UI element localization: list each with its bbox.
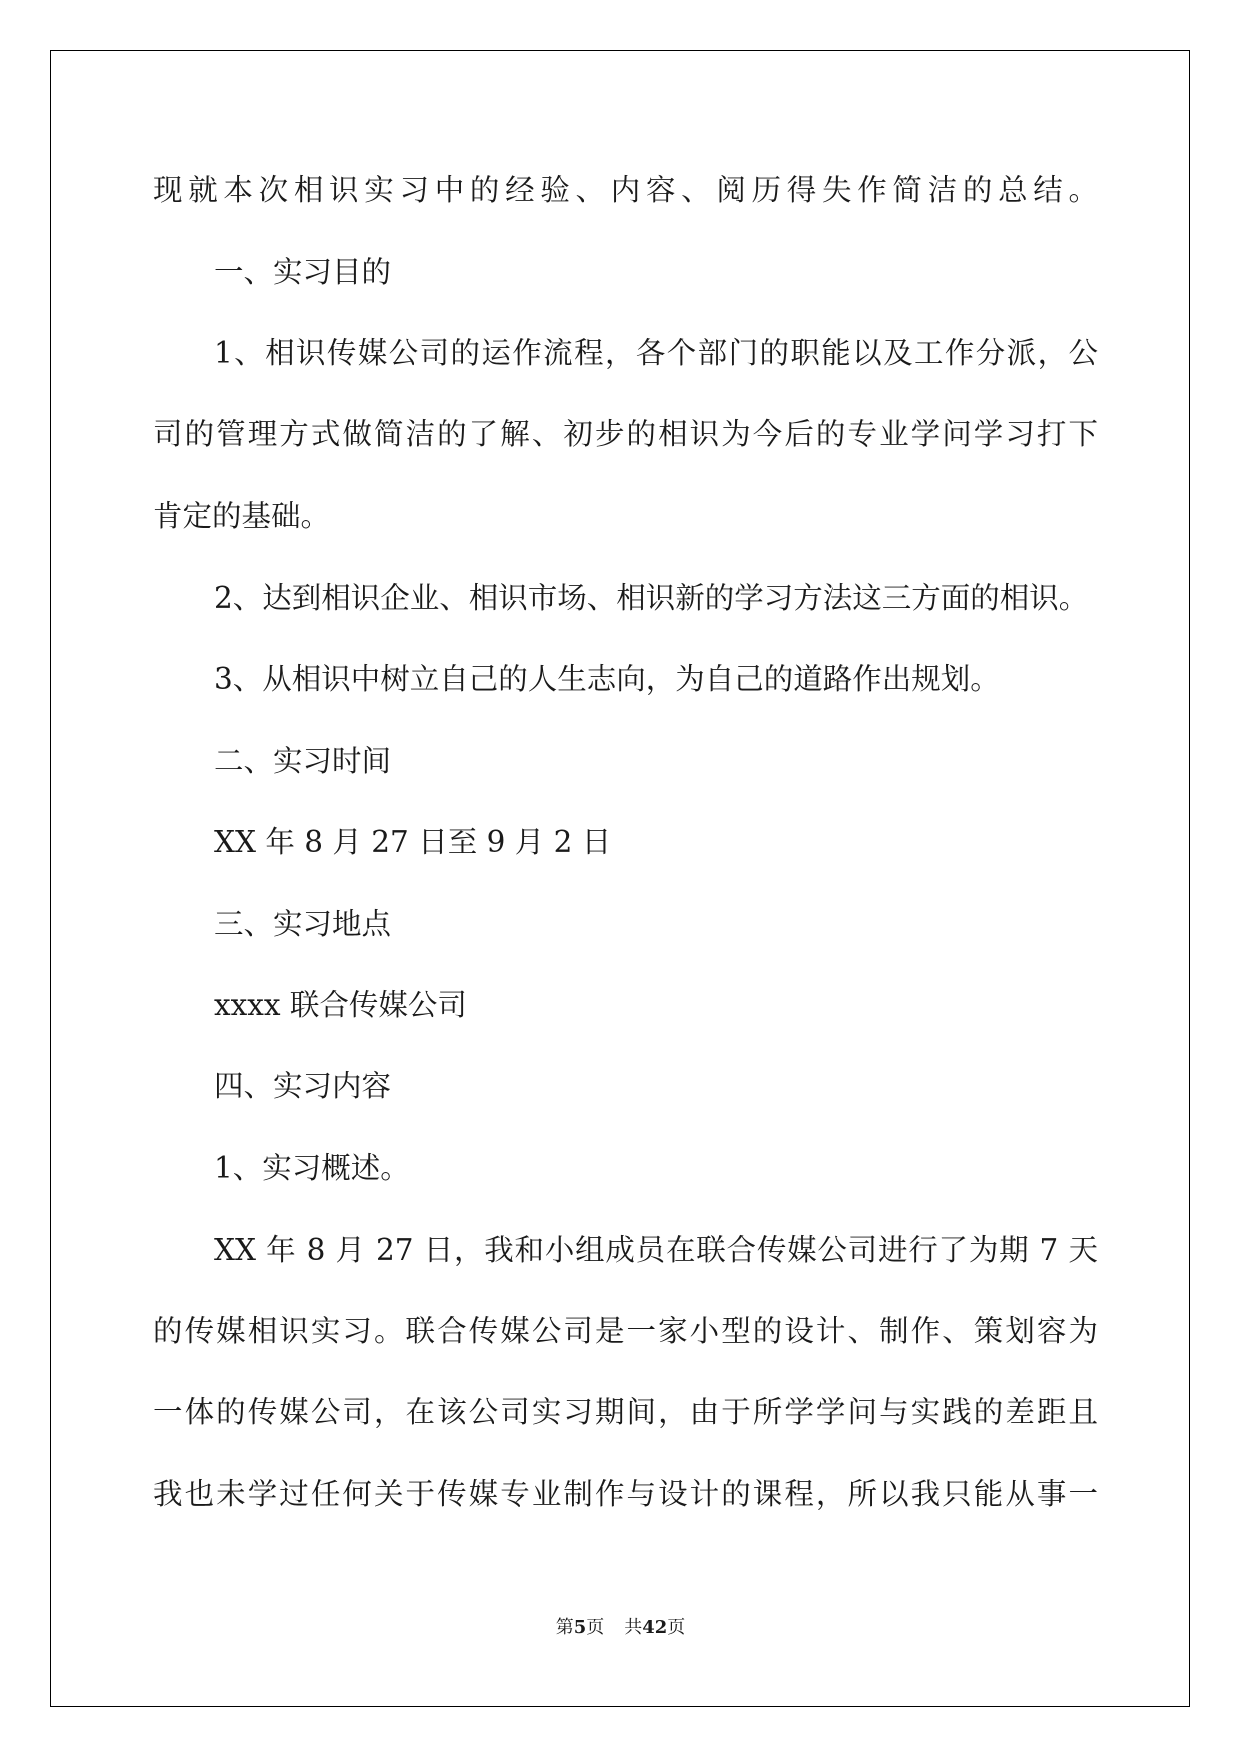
total-suffix: 页 [667,1617,686,1638]
paragraph-line: 的传媒相识实习。联合传媒公司是一家小型的设计、制作、策划容为 [153,1314,1098,1348]
page-border [50,50,1190,1707]
paragraph-line: 司的管理方式做简洁的了解、初步的相识为今后的专业学问学习打下 [153,417,1098,451]
section-heading: 三、实习地点 [214,907,392,941]
section-heading: 四、实习内容 [214,1069,392,1103]
section-heading: 一、实习目的 [214,255,392,289]
page-suffix: 页 [586,1617,605,1638]
paragraph-line: 现就本次相识实习中的经验、内容、阅历得失作简洁的总结。 [153,173,1098,207]
page-number: 5 [573,1617,587,1638]
section-heading: 二、实习时间 [214,744,392,778]
paragraph-line: 我也未学过任何关于传媒专业制作与设计的课程，所以我只能从事一 [153,1477,1098,1511]
paragraph-line: XX 年 8 月 27 日，我和小组成员在联合传媒公司进行了为期 7 天 [214,1233,1098,1267]
paragraph-line: 3、从相识中树立自己的人生志向，为自己的道路作出规划。 [214,662,1000,696]
page-footer [0,1613,1241,1639]
paragraph-line: 肯定的基础。 [153,499,331,533]
paragraph-line: 1、相识传媒公司的运作流程，各个部门的职能以及工作分派，公 [214,336,1098,370]
paragraph-line: 1、实习概述。 [214,1151,410,1185]
total-prefix: 共 [624,1617,643,1638]
paragraph-line: 一体的传媒公司，在该公司实习期间，由于所学学问与实践的差距且 [153,1395,1098,1429]
paragraph-line: xxxx 联合传媒公司 [214,988,467,1022]
paragraph-line: XX 年 8 月 27 日至 9 月 2 日 [214,825,612,859]
total-pages: 42 [642,1617,668,1638]
page-prefix: 第 [555,1617,574,1638]
paragraph-line: 2、达到相识企业、相识市场、相识新的学习方法这三方面的相识。 [214,581,1089,615]
